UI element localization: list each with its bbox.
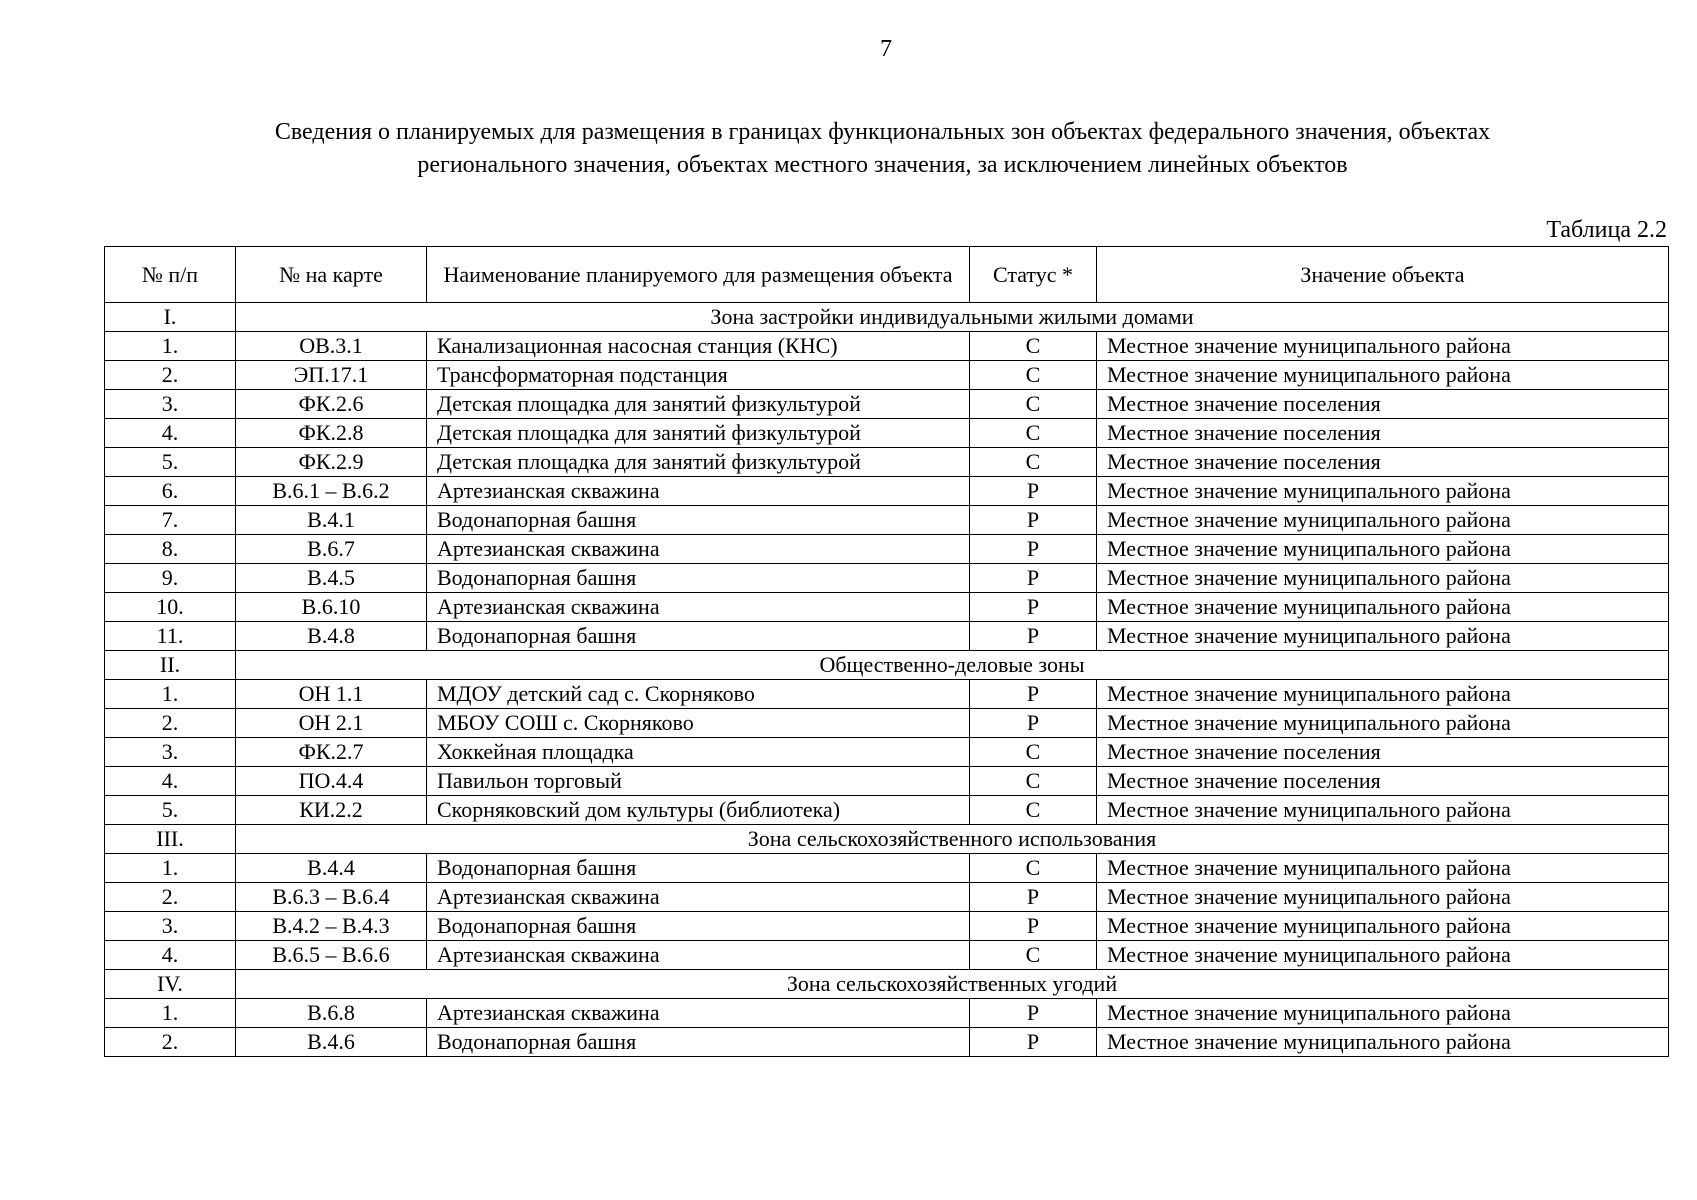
cell-status: Р: [970, 680, 1097, 709]
table-row: [105, 912, 1669, 941]
cell-significance: Местное значение муниципального района: [1097, 332, 1669, 361]
column-header-status: Статус *: [970, 247, 1097, 303]
cell-object-name: Канализационная насосная станция (КНС): [427, 332, 970, 361]
cell-status: Р: [970, 506, 1097, 535]
table-row: [105, 1028, 1669, 1057]
cell-object-name: Артезианская скважина: [427, 999, 970, 1028]
cell-status: С: [970, 419, 1097, 448]
cell-row-number: 1.: [105, 332, 236, 361]
cell-map-number: ФК.2.9: [236, 448, 427, 477]
table-row: [105, 477, 1669, 506]
table-row: [105, 593, 1669, 622]
cell-row-number: 1.: [105, 854, 236, 883]
cell-status: Р: [970, 709, 1097, 738]
cell-significance: Местное значение муниципального района: [1097, 564, 1669, 593]
cell-map-number: КИ.2.2: [236, 796, 427, 825]
cell-object-name: Детская площадка для занятий физкультурой: [427, 419, 970, 448]
table-row: [105, 767, 1669, 796]
cell-row-number: 5.: [105, 796, 236, 825]
cell-status: Р: [970, 535, 1097, 564]
cell-map-number: В.6.10: [236, 593, 427, 622]
table-row: [105, 796, 1669, 825]
cell-map-number: ФК.2.6: [236, 390, 427, 419]
cell-significance: Местное значение муниципального района: [1097, 506, 1669, 535]
cell-map-number: ЭП.17.1: [236, 361, 427, 390]
cell-row-number: 2.: [105, 1028, 236, 1057]
cell-map-number: ФК.2.8: [236, 419, 427, 448]
cell-map-number: В.4.4: [236, 854, 427, 883]
table-header-row: [105, 247, 1669, 303]
cell-significance: Местное значение муниципального района: [1097, 796, 1669, 825]
section-row: [105, 651, 1669, 680]
cell-object-name: Водонапорная башня: [427, 912, 970, 941]
column-header-object-name: Наименование планируемого для размещения объекта: [427, 247, 970, 303]
cell-row-number: 2.: [105, 709, 236, 738]
cell-significance: Местное значение поселения: [1097, 419, 1669, 448]
column-header-number: № п/п: [105, 247, 236, 303]
cell-significance: Местное значение муниципального района: [1097, 941, 1669, 970]
cell-object-name: Артезианская скважина: [427, 593, 970, 622]
cell-significance: Местное значение муниципального района: [1097, 709, 1669, 738]
table-row: [105, 535, 1669, 564]
cell-map-number: В.4.5: [236, 564, 427, 593]
table-row: [105, 448, 1669, 477]
table-row: [105, 854, 1669, 883]
section-row: [105, 970, 1669, 999]
table-row: [105, 622, 1669, 651]
cell-status: Р: [970, 477, 1097, 506]
cell-significance: Местное значение муниципального района: [1097, 883, 1669, 912]
cell-row-number: 6.: [105, 477, 236, 506]
cell-status: С: [970, 941, 1097, 970]
cell-row-number: 3.: [105, 912, 236, 941]
cell-row-number: 11.: [105, 622, 236, 651]
cell-row-number: 5.: [105, 448, 236, 477]
table-row: [105, 883, 1669, 912]
section-number: I.: [105, 303, 236, 332]
cell-row-number: 4.: [105, 767, 236, 796]
cell-row-number: 1.: [105, 999, 236, 1028]
cell-status: Р: [970, 593, 1097, 622]
table-body: [105, 303, 1669, 1057]
cell-object-name: Артезианская скважина: [427, 883, 970, 912]
section-row: [105, 303, 1669, 332]
cell-status: Р: [970, 883, 1097, 912]
cell-object-name: Водонапорная башня: [427, 1028, 970, 1057]
cell-object-name: Хоккейная площадка: [427, 738, 970, 767]
cell-map-number: В.6.8: [236, 999, 427, 1028]
objects-table: [104, 246, 1669, 1057]
column-header-map-number: № на карте: [236, 247, 427, 303]
cell-significance: Местное значение муниципального района: [1097, 854, 1669, 883]
cell-significance: Местное значение муниципального района: [1097, 593, 1669, 622]
table-row: [105, 709, 1669, 738]
cell-map-number: ОВ.3.1: [236, 332, 427, 361]
cell-significance: Местное значение муниципального района: [1097, 361, 1669, 390]
cell-object-name: Водонапорная башня: [427, 854, 970, 883]
cell-significance: Местное значение муниципального района: [1097, 1028, 1669, 1057]
cell-map-number: ОН 1.1: [236, 680, 427, 709]
cell-significance: Местное значение поселения: [1097, 390, 1669, 419]
section-title: Зона сельскохозяйственных угодий: [236, 970, 1669, 999]
cell-status: С: [970, 796, 1097, 825]
document-heading-line-1: Сведения о планируемых для размещения в границах функциональных зон объектах федерального значения, объектах: [274, 119, 1491, 145]
cell-significance: Местное значение поселения: [1097, 767, 1669, 796]
cell-status: С: [970, 332, 1097, 361]
cell-map-number: В.6.5 – В.6.6: [236, 941, 427, 970]
table-row: [105, 680, 1669, 709]
cell-object-name: Артезианская скважина: [427, 535, 970, 564]
cell-map-number: В.4.8: [236, 622, 427, 651]
cell-row-number: 7.: [105, 506, 236, 535]
document-heading: [150, 116, 1615, 182]
cell-row-number: 3.: [105, 390, 236, 419]
cell-object-name: Детская площадка для занятий физкультурой: [427, 448, 970, 477]
cell-significance: Местное значение поселения: [1097, 448, 1669, 477]
cell-status: Р: [970, 564, 1097, 593]
document-heading-line-2: регионального значения, объектах местного значения, за исключением линейных объектов: [417, 152, 1348, 178]
cell-row-number: 4.: [105, 941, 236, 970]
cell-map-number: В.6.1 – В.6.2: [236, 477, 427, 506]
table-row: [105, 361, 1669, 390]
table-row: [105, 999, 1669, 1028]
cell-status: Р: [970, 1028, 1097, 1057]
column-header-significance: Значение объекта: [1097, 247, 1669, 303]
cell-significance: Местное значение муниципального района: [1097, 680, 1669, 709]
table-row: [105, 390, 1669, 419]
cell-map-number: В.4.1: [236, 506, 427, 535]
table-row: [105, 506, 1669, 535]
cell-significance: Местное значение муниципального района: [1097, 535, 1669, 564]
cell-map-number: В.4.6: [236, 1028, 427, 1057]
table-row: [105, 564, 1669, 593]
cell-row-number: 2.: [105, 883, 236, 912]
cell-object-name: Трансформаторная подстанция: [427, 361, 970, 390]
cell-row-number: 9.: [105, 564, 236, 593]
cell-object-name: Павильон торговый: [427, 767, 970, 796]
cell-row-number: 3.: [105, 738, 236, 767]
cell-map-number: В.6.7: [236, 535, 427, 564]
cell-map-number: В.4.2 – В.4.3: [236, 912, 427, 941]
cell-map-number: ФК.2.7: [236, 738, 427, 767]
section-title: Зона сельскохозяйственного использования: [236, 825, 1669, 854]
table-row: [105, 419, 1669, 448]
cell-object-name: Водонапорная башня: [427, 564, 970, 593]
cell-status: С: [970, 448, 1097, 477]
cell-significance: Местное значение поселения: [1097, 738, 1669, 767]
cell-object-name: Артезианская скважина: [427, 941, 970, 970]
cell-status: С: [970, 767, 1097, 796]
section-number: IV.: [105, 970, 236, 999]
cell-object-name: Детская площадка для занятий физкультурой: [427, 390, 970, 419]
page-number: 7: [880, 36, 892, 62]
cell-significance: Местное значение муниципального района: [1097, 477, 1669, 506]
cell-status: Р: [970, 622, 1097, 651]
cell-row-number: 4.: [105, 419, 236, 448]
cell-object-name: МДОУ детский сад с. Скорняково: [427, 680, 970, 709]
table-row: [105, 738, 1669, 767]
cell-significance: Местное значение муниципального района: [1097, 912, 1669, 941]
cell-status: С: [970, 361, 1097, 390]
section-number: III.: [105, 825, 236, 854]
cell-map-number: ОН 2.1: [236, 709, 427, 738]
cell-map-number: В.6.3 – В.6.4: [236, 883, 427, 912]
table-label: Таблица 2.2: [1546, 217, 1667, 243]
cell-row-number: 10.: [105, 593, 236, 622]
cell-row-number: 1.: [105, 680, 236, 709]
cell-row-number: 8.: [105, 535, 236, 564]
cell-object-name: МБОУ СОШ с. Скорняково: [427, 709, 970, 738]
section-title: Общественно-деловые зоны: [236, 651, 1669, 680]
table-header: [105, 247, 1669, 303]
cell-status: С: [970, 854, 1097, 883]
section-number: II.: [105, 651, 236, 680]
table-row: [105, 941, 1669, 970]
cell-object-name: Водонапорная башня: [427, 506, 970, 535]
cell-map-number: ПО.4.4: [236, 767, 427, 796]
section-row: [105, 825, 1669, 854]
cell-significance: Местное значение муниципального района: [1097, 622, 1669, 651]
cell-status: С: [970, 738, 1097, 767]
section-title: Зона застройки индивидуальными жилыми домами: [236, 303, 1669, 332]
cell-object-name: Артезианская скважина: [427, 477, 970, 506]
cell-object-name: Водонапорная башня: [427, 622, 970, 651]
cell-status: Р: [970, 912, 1097, 941]
cell-status: Р: [970, 999, 1097, 1028]
cell-status: С: [970, 390, 1097, 419]
cell-object-name: Скорняковский дом культуры (библиотека): [427, 796, 970, 825]
cell-significance: Местное значение муниципального района: [1097, 999, 1669, 1028]
cell-row-number: 2.: [105, 361, 236, 390]
table-row: [105, 332, 1669, 361]
